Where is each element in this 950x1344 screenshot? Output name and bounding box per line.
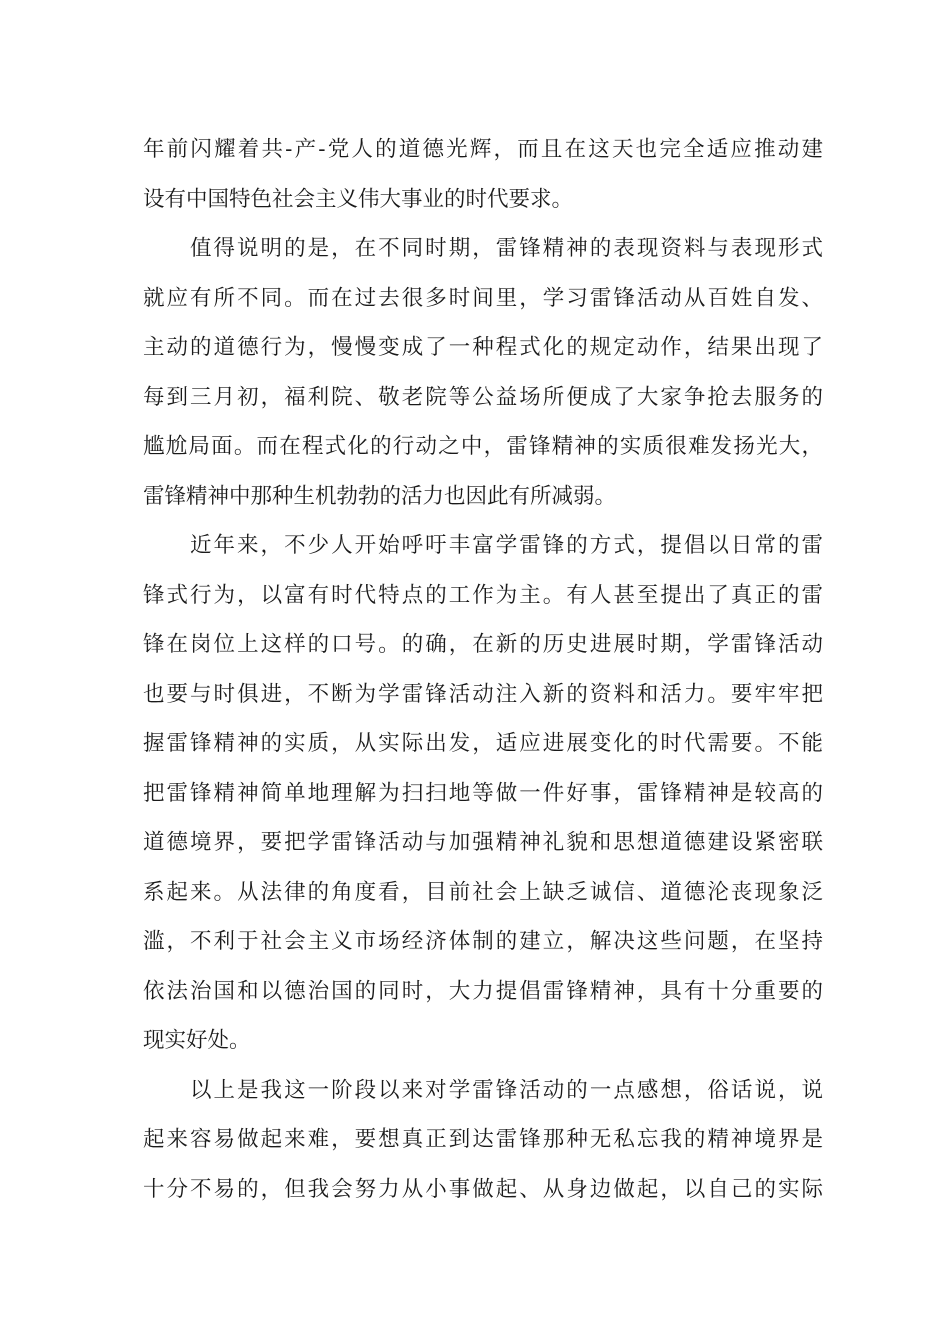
text-line: 尴尬局面。而在程式化的行动之中，雷锋精神的实质很难发扬光大， — [143, 434, 823, 459]
body-text — [143, 125, 823, 1214]
text-line: 依法治国和以德治国的同时，大力提倡雷锋精神，具有十分重要的 — [143, 978, 823, 1004]
text-line: 锋式行为，以富有时代特点的工作为主。有人甚至提出了真正的雷 — [143, 582, 823, 608]
text-line: 设有中国特色社会主义伟大事业的时代要求。 — [143, 186, 574, 212]
paragraph-start-line: 以上是我这一阶段以来对学雷锋活动的一点感想，俗话说，说 — [190, 1077, 823, 1103]
text-line: 十分不易的，但我会努力从小事做起、从身边做起，以自己的实际 — [143, 1176, 823, 1202]
text-line: 主动的道德行为，慢慢变成了一种程式化的规定动作，结果出现了 — [143, 335, 823, 360]
text-line: 系起来。从法律的角度看，目前社会上缺乏诚信、道德沦丧现象泛 — [143, 879, 823, 905]
text-line: 现实好处。 — [143, 1028, 251, 1053]
text-line: 每到三月初，福利院、敬老院等公益场所便成了大家争抢去服务的 — [143, 384, 823, 410]
text-line: 握雷锋精神的实质，从实际出发，适应进展变化的时代需要。不能 — [143, 731, 823, 756]
text-line: 雷锋精神中那种生机勃勃的活力也因此有所减弱。 — [143, 483, 617, 509]
text-line: 滥，不利于社会主义市场经济体制的建立，解决这些问题，在坚持 — [143, 929, 823, 954]
paragraph-start-line: 近年来，不少人开始呼吁丰富学雷锋的方式，提倡以日常的雷 — [190, 533, 823, 558]
text-line: 年前闪耀着共-产-党人的道德光辉，而且在这天也完全适应推动建 — [143, 137, 823, 162]
text-line: 起来容易做起来难，要想真正到达雷锋那种无私忘我的精神境界是 — [143, 1127, 823, 1152]
text-line: 就应有所不同。而在过去很多时间里，学习雷锋活动从百姓自发、 — [143, 285, 823, 311]
text-line: 锋在岗位上这样的口号。的确，在新的历史进展时期，学雷锋活动 — [143, 632, 823, 657]
paragraph-start-line: 值得说明的是，在不同时期，雷锋精神的表现资料与表现形式 — [190, 236, 823, 261]
text-line: 把雷锋精神简单地理解为扫扫地等做一件好事，雷锋精神是较高的 — [143, 780, 823, 806]
text-line: 道德境界，要把学雷锋活动与加强精神礼貌和思想道德建设紧密联 — [143, 830, 823, 855]
text-line: 也要与时俱进，不断为学雷锋活动注入新的资料和活力。要牢牢把 — [143, 681, 823, 707]
